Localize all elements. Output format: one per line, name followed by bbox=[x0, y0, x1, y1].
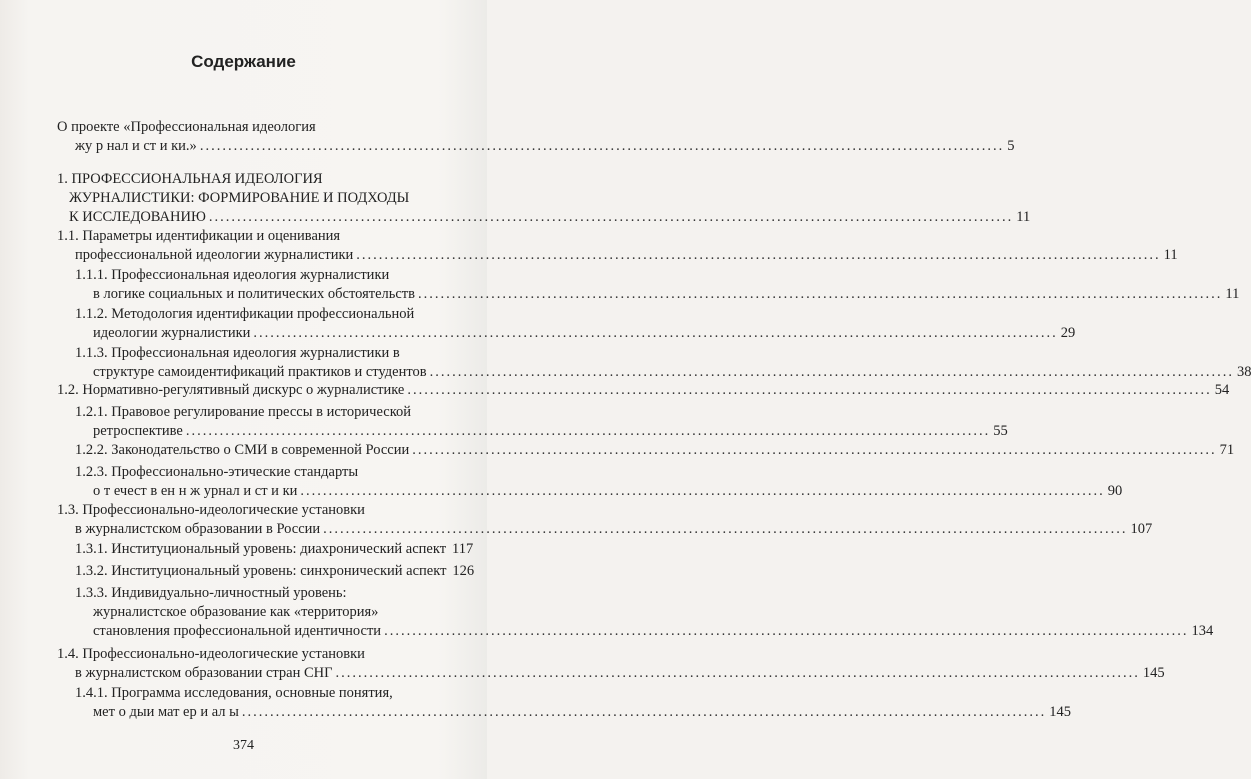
toc-entry-line: структуре самоидентификаций практиков и студентов bbox=[93, 364, 427, 380]
toc-page-number: 126 bbox=[452, 563, 475, 579]
dot-leader: ............................................................................................................................................... bbox=[241, 704, 1047, 720]
toc-entry bbox=[75, 403, 1008, 441]
toc-page-number: 11 bbox=[1016, 209, 1031, 225]
toc-page-number: 11 bbox=[1225, 286, 1240, 302]
toc-entry-line: 1. ПРОФЕССИОНАЛЬНАЯ ИДЕОЛОГИЯ bbox=[57, 171, 323, 187]
dot-leader: ............................................................................................................................................... bbox=[429, 364, 1234, 380]
toc-entry-line: 1.1. Параметры идентификации и оценивания bbox=[57, 228, 341, 244]
toc-entry-line: в журналистском образовании стран СНГ bbox=[75, 665, 333, 681]
dot-leader: ............................................................................................................................................... bbox=[323, 521, 1128, 537]
toc-entry-line: 1.4. Профессионально-идеологические установки bbox=[57, 646, 365, 662]
toc-page-number: 5 bbox=[1007, 138, 1015, 154]
dot-leader: ............................................................................................................................................... bbox=[407, 382, 1212, 398]
dot-leader: ............................................................................................................................................... bbox=[356, 247, 1161, 263]
toc-entry-line: ретроспективе bbox=[93, 423, 183, 439]
dot-leader: ............................................................................................................................................... bbox=[412, 442, 1217, 458]
toc-page-number: 11 bbox=[1163, 247, 1178, 263]
toc-entry-line: 1.3.2. Институциональный уровень: синхронический аспект bbox=[75, 563, 447, 579]
toc-page-number: 145 bbox=[1142, 665, 1165, 681]
toc-page-number: 55 bbox=[993, 423, 1008, 439]
dot-leader: ............................................................................................................................................... bbox=[253, 325, 1058, 341]
toc-entry bbox=[57, 227, 1178, 265]
toc-entry-line: в логике социальных и политических обстоятельств bbox=[93, 286, 415, 302]
toc-entry-line: 1.3.1. Институциональный уровень: диахронический аспект bbox=[75, 541, 447, 557]
toc-page-number: 145 bbox=[1049, 704, 1072, 720]
toc-entry-line: 1.3.3. Индивидуально-личностный уровень: bbox=[75, 585, 347, 601]
toc-entry-line: мет о дыи мат ер и ал ы bbox=[93, 704, 239, 720]
toc-entry bbox=[75, 684, 1072, 722]
toc-page-number: 54 bbox=[1214, 382, 1230, 398]
toc-page-number: 107 bbox=[1130, 521, 1153, 537]
toc-entry-line: 1.4.1. Программа исследования, основные понятия, bbox=[75, 685, 393, 701]
dot-leader: ............................................................................................................................................... bbox=[199, 138, 1005, 154]
toc-entry bbox=[75, 463, 1123, 501]
page-title: Содержание bbox=[191, 52, 296, 71]
dot-leader: ............................................................................................................................................... bbox=[384, 623, 1189, 639]
dot-leader: ............................................................................................................................................... bbox=[185, 423, 991, 439]
toc-page-number: 117 bbox=[452, 541, 474, 557]
toc-entry bbox=[57, 501, 1153, 539]
dot-leader: ............................................................................................................................................... bbox=[418, 286, 1223, 302]
toc-entry bbox=[75, 344, 1251, 382]
toc-entry bbox=[75, 305, 1076, 343]
toc-page-number: 90 bbox=[1107, 483, 1123, 499]
dot-leader: ............................................................................................................................................... bbox=[208, 209, 1014, 225]
toc-entry-line: 1.1.2. Методология идентификации профессиональной bbox=[75, 306, 415, 322]
toc-page-number: 38 bbox=[1236, 364, 1251, 380]
toc-entry-line: 1.1.3. Профессиональная идеология журналистики в bbox=[75, 345, 400, 361]
toc-entry-line: ЖУРНАЛИСТИКИ: ФОРМИРОВАНИЕ И ПОДХОДЫ bbox=[69, 190, 410, 206]
toc-entry-line: 1.2.2. Законодательство о СМИ в современной России bbox=[75, 442, 410, 458]
toc-entry-line: жу р нал и ст и ки.» bbox=[75, 138, 197, 154]
toc-page-number: 134 bbox=[1191, 623, 1214, 639]
toc-entry-line: 1.1.1. Профессиональная идеология журналистики bbox=[75, 267, 390, 283]
toc-entry bbox=[57, 645, 1165, 683]
toc-entry-line: К ИССЛЕДОВАНИЮ bbox=[69, 209, 206, 225]
toc-entry bbox=[57, 170, 1031, 227]
toc-entry-line: 1.2.1. Правовое регулирование прессы в исторической bbox=[75, 404, 412, 420]
toc-page-number: 29 bbox=[1060, 325, 1076, 341]
toc-entry-line: становления профессиональной идентичности bbox=[93, 623, 382, 639]
toc-entry-line: профессиональной идеологии журналистики bbox=[75, 247, 354, 263]
toc-entry bbox=[57, 381, 1230, 400]
toc-entry bbox=[75, 540, 474, 559]
toc-entry bbox=[75, 266, 1240, 304]
toc-page-number: 71 bbox=[1219, 442, 1235, 458]
toc-entry-line: 1.2.3. Профессионально-этические стандарты bbox=[75, 464, 359, 480]
page-number: 374 bbox=[233, 738, 254, 753]
toc-entry bbox=[57, 118, 1015, 156]
dot-leader: ............................................................................................................................................... bbox=[300, 483, 1105, 499]
toc-entry-line: О проекте «Профессиональная идеология bbox=[57, 119, 316, 135]
toc-entry bbox=[75, 584, 1214, 641]
toc-entry-line: журналистское образование как «территория» bbox=[93, 604, 379, 620]
toc-entry bbox=[75, 562, 475, 581]
toc-entry-line: 1.2. Нормативно-регулятивный дискурс о журналистике bbox=[57, 382, 405, 398]
toc-entry bbox=[75, 441, 1235, 460]
toc-entry-line: идеологии журналистики bbox=[93, 325, 251, 341]
toc-entry-line: в журналистском образовании в России bbox=[75, 521, 321, 537]
toc-entry-line: 1.3. Профессионально-идеологические установки bbox=[57, 502, 365, 518]
dot-leader: ............................................................................................................................................... bbox=[335, 665, 1140, 681]
toc-entry-line: о т ечест в ен н ж урнал и ст и ки bbox=[93, 483, 298, 499]
